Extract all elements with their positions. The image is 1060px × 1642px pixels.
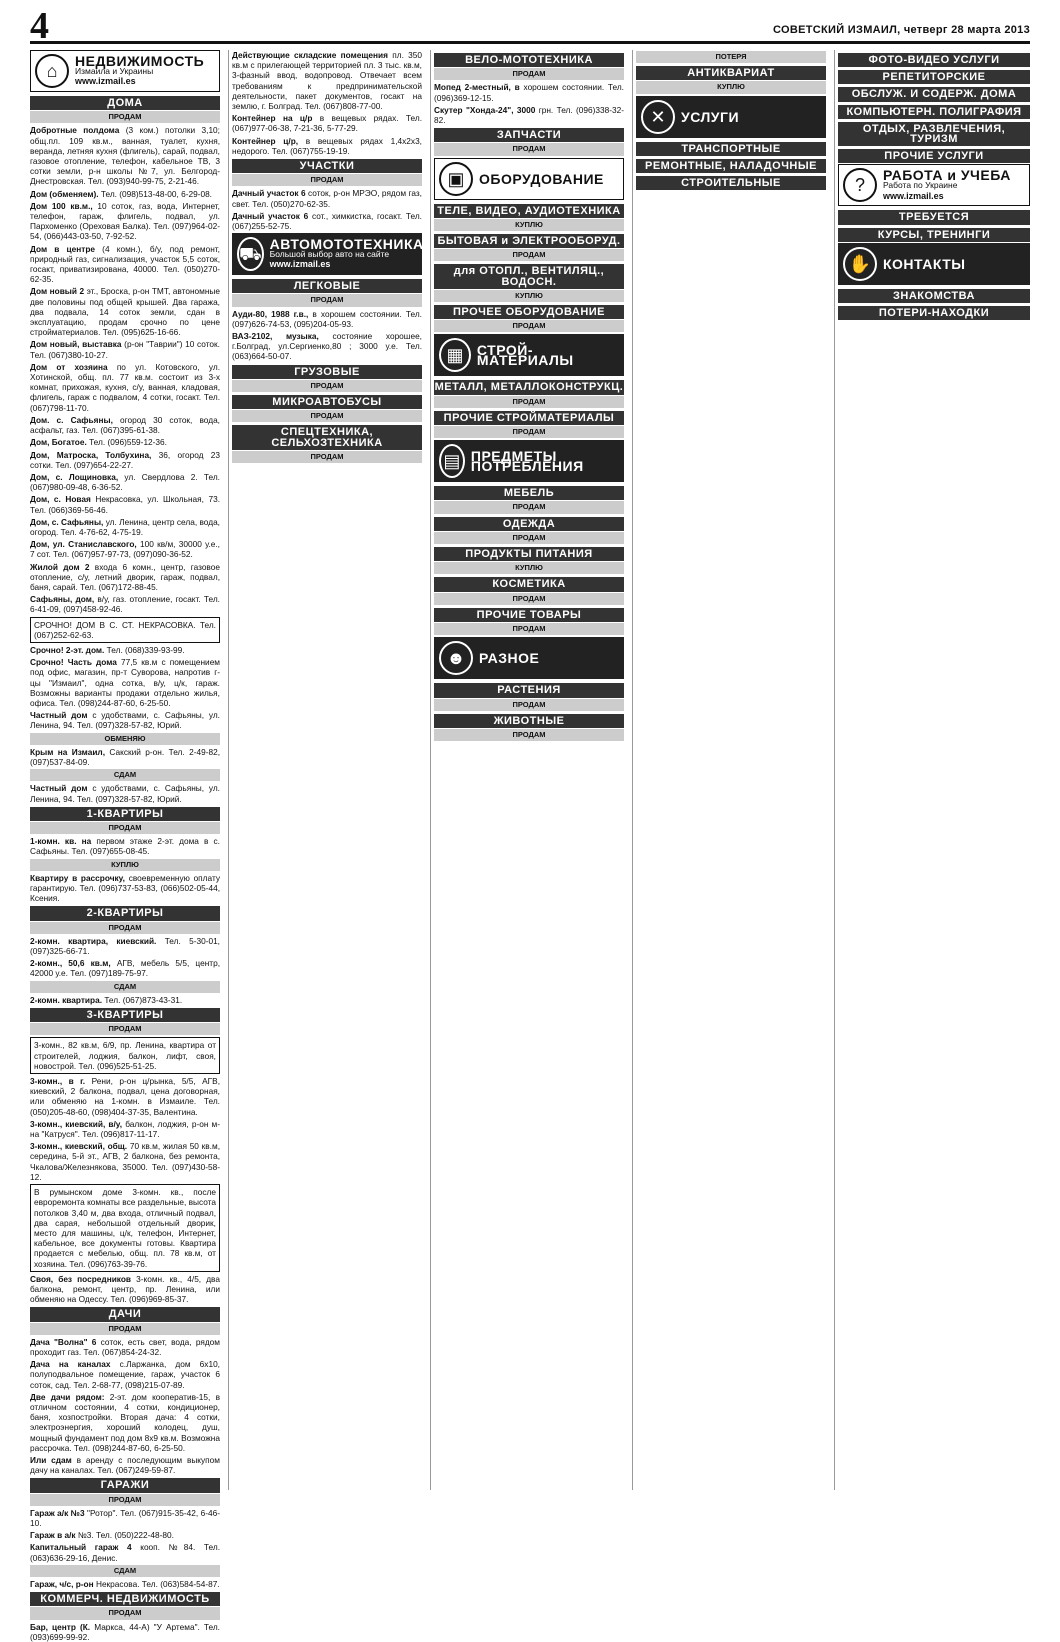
classified-ad — [30, 362, 220, 413]
subsection-heading: ПРОДАМ — [434, 501, 624, 513]
classified-ad — [30, 1622, 220, 1642]
column-1 — [30, 50, 221, 1642]
wrench-icon: ✕ — [641, 100, 675, 134]
ad-list — [30, 1076, 220, 1182]
section-banner-services — [636, 96, 826, 138]
ad-headline: 2-комн. квартира, киевский. — [30, 935, 157, 946]
classified-ad — [232, 136, 422, 156]
ad-headline: Гараж, ч/с, р-он — [30, 1579, 94, 1589]
banner-subtitle: Большой выбор авто на сайте — [269, 249, 390, 260]
ad-list — [232, 188, 422, 231]
classified-ad — [30, 494, 220, 514]
banner-title: НЕДВИЖИМОСТЬ — [75, 52, 205, 69]
section-heading: ПРОЧИЕ ТОВАРЫ — [434, 608, 624, 622]
ad-list — [30, 836, 220, 856]
classified-ad — [30, 1508, 220, 1528]
ad-body: АГВ, мебель 5/5, центр, 42000 у.е. Тел. (097)189-75-97. — [30, 958, 220, 979]
section-heading: 1-КВАРТИРЫ — [30, 807, 220, 821]
subsection-heading: ПРОДАМ — [434, 623, 624, 635]
ad-body: "Ротор". Тел. (067)915-35-42, 6-46-10. — [30, 1507, 220, 1528]
ad-body: 77,5 кв.м с помещением под офис, магазин, пр-т Суворова, напротив г-цы "Измаил", одна сотка, в/у, ц/к, гараж. Возможны варианты продажи отдельно жилья, офиса. Тел. (098)244-87-60, 6-25-50. — [30, 657, 221, 708]
classified-ad — [30, 201, 220, 242]
ad-list — [30, 936, 220, 979]
section-heading: ЗАПЧАСТИ — [434, 128, 624, 142]
subsection-heading: СДАМ — [30, 981, 220, 993]
ad-headline: Скутер "Хонда-24", 3000 — [434, 104, 536, 115]
classified-ad — [30, 286, 220, 337]
column-2 — [232, 50, 422, 1490]
ad-body: соток, есть свет, вода, рядом проходит газ. Тел. (067)854-24-32. — [30, 1336, 220, 1357]
ad-headline: Дом, Богатое. — [30, 437, 87, 448]
classified-ad — [30, 1359, 220, 1390]
ad-list — [30, 645, 220, 731]
banner-subtitle: Работа по Украине — [883, 180, 958, 191]
ad-headline: 3-комн., киевский, общ. — [30, 1141, 128, 1152]
bus-icon: ▤ — [439, 444, 465, 478]
ad-headline: Ауди-80, 1988 г.в., — [232, 308, 309, 319]
section-heading: ТРАНСПОРТНЫЕ — [636, 142, 826, 156]
ad-headline: Дом, с. Лощиновка, — [30, 471, 119, 482]
ad-body: Тел. (096)559-12-36. — [86, 437, 167, 448]
classified-ad — [30, 958, 220, 978]
ad-headline: Капитальный гараж 4 — [30, 1542, 132, 1553]
ad-list — [30, 1274, 220, 1305]
section-heading: ПРОЧИЕ УСЛУГИ — [838, 149, 1030, 163]
classified-ad — [30, 244, 220, 285]
ad-body: Тел. 5-30-01, (097)325-66-71. — [30, 935, 220, 957]
subsection-heading: ОБМЕНЯЮ — [30, 733, 220, 745]
classified-ad — [30, 873, 220, 904]
subsection-heading: ПРОДАМ — [232, 451, 422, 463]
ad-body: балкон, лоджия, р-он м-на "Катруся". Тел. (096)817-11-17. — [30, 1118, 220, 1140]
section-heading: ЛЕГКОВЫЕ — [232, 279, 422, 293]
classified-ad — [232, 331, 422, 362]
ad-body: своевременную оплату гарантирую. Тел. (096)737-53-83, (066)502-05-44, Ксения. — [30, 872, 220, 904]
section-banner-building — [434, 334, 624, 376]
handshake-icon: ✋ — [843, 247, 877, 281]
ad-body: в/у, газ. отопление, госакт. Тел. 6-41-09, (097)458-92-46. — [30, 594, 220, 615]
classified-ad — [30, 1530, 220, 1540]
section-heading: МЕБЕЛЬ — [434, 486, 624, 500]
ad-headline: Две дачи рядом: — [30, 1391, 105, 1402]
subsection-heading: КУПЛЮ — [434, 562, 624, 574]
car-icon: ⛟ — [237, 237, 264, 271]
section-banner-jobs — [838, 164, 1030, 206]
classified-ad — [232, 188, 422, 208]
subsection-heading: ПРОДАМ — [434, 729, 624, 741]
section-banner-equipment — [434, 158, 624, 200]
subsection-heading: ПРОДАМ — [434, 143, 624, 155]
ad-headline: Действующие складские помещения — [232, 50, 388, 60]
classified-ad — [232, 309, 422, 329]
classified-ad — [30, 1119, 220, 1139]
column-rule — [430, 50, 431, 1490]
classified-ad — [30, 936, 220, 956]
classified-ad — [30, 710, 220, 730]
ad-headline: Дом в центре — [30, 243, 96, 254]
section-heading: ГРУЗОВЫЕ — [232, 365, 422, 379]
banner-title: ПРЕДМЕТЫ ПОТРЕБЛЕНИЯ — [470, 448, 584, 475]
section-heading: СПЕЦТЕХНИКА, СЕЛЬХОЗТЕХНИКА — [232, 425, 422, 449]
ad-body: 70 кв.м, жилая 50 кв.м, середина, 5-й эт., АГВ, 2 балкона, без ремонта, Чкалова/Железнякова, 35000. Тел. (097)430-58-12. — [30, 1141, 220, 1182]
boxed-ad: СРОЧНО! ДОМ В С. СТ. НЕКРАСОВКА. Тел. (067)252-62-63. — [30, 617, 220, 643]
subsection-heading: СДАМ — [30, 1565, 220, 1577]
section-heading: СТРОИТЕЛЬНЫЕ — [636, 176, 826, 190]
ad-body: в хорошем состоянии. Тел. (097)626-74-53, (095)204-05-93. — [232, 308, 422, 329]
cat-icon: ☻ — [439, 641, 473, 675]
subsection-heading: ПРОДАМ — [434, 249, 624, 261]
ad-headline: Дача на каналах — [30, 1359, 111, 1370]
ad-body: грн. Тел. (096)338-32-82. — [434, 104, 624, 126]
subsection-heading: ПРОДАМ — [30, 1323, 220, 1335]
ad-body: первом этаже 2-эт. дома в с. Сафьяны. Тел. (097)655-08-45. — [30, 836, 220, 857]
ad-body: (3 ком.) потолки 3,10; общ.пл. 109 кв.м., ванная, туалет, кухня, веранда, летняя кухня (флигель), сарай, подвал, газовое отопление, телефон, кабельное ТВ, 3 сотки земли, р-н школы №7, ул. Белгород-Днестровская. Тел. (093)940-99-75, 2-21-46. — [30, 125, 220, 187]
section-heading: ЖИВОТНЫЕ — [434, 714, 624, 728]
masthead — [30, 5, 1030, 47]
subsection-heading: ПРОДАМ — [434, 593, 624, 605]
subsection-heading: ПРОДАМ — [434, 532, 624, 544]
classified-ad — [30, 539, 220, 559]
ad-body: в вещевых рядах 1,4х2х3, недорого. Тел. (067)755-19-19. — [232, 135, 422, 156]
question-mark-icon: ? — [843, 168, 877, 202]
ad-body: Рени, р-он ц/рынка, 5/5, АГВ, киевский, 2 балкона, подвал, цена договорная, или обменяю на 1-комн. в Измаиле. Тел. (050)205-48-60, (098)404-37-35, Валентина. — [30, 1076, 220, 1117]
section-heading: РЕМОНТНЫЕ, НАЛАДОЧНЫЕ — [636, 159, 826, 173]
section-heading: ДОМА — [30, 96, 220, 110]
ad-headline: Своя, без посредников — [30, 1273, 132, 1284]
classified-ad — [30, 517, 220, 537]
ad-headline: Дом 100 кв.м., — [30, 200, 93, 211]
section-heading: ПРОЧИЕ СТРОЙМАТЕРИАЛЫ — [434, 411, 624, 425]
subsection-heading: КУПЛЮ — [434, 219, 624, 231]
subsection-heading: ПРОДАМ — [232, 410, 422, 422]
ad-headline: Дом. с. Сафьяны, — [30, 414, 113, 425]
ad-list — [30, 1508, 220, 1563]
subsection-heading: ПРОДАМ — [30, 111, 220, 123]
section-heading: ОДЕЖДА — [434, 517, 624, 531]
classified-ad — [30, 189, 220, 199]
ad-headline: Жилой дом 2 — [30, 561, 90, 572]
ad-headline: Частный дом — [30, 710, 88, 721]
ad-body: Тел. (068)339-93-99. — [104, 644, 185, 655]
section-heading: РАСТЕНИЯ — [434, 683, 624, 697]
ad-headline: Дачный участок 6 — [232, 188, 306, 199]
subsection-heading: ПРОДАМ — [434, 699, 624, 711]
section-banner-realty — [30, 50, 220, 92]
ad-body: Некрасовка, ул. Школьная, 73. Тел. (066)369-56-46. — [30, 494, 220, 515]
paper-title — [773, 24, 1030, 36]
column-4 — [636, 50, 826, 1490]
section-banner-misc — [434, 637, 624, 679]
section-heading: МИКРОАВТОБУСЫ — [232, 395, 422, 409]
ad-body: соток, р-он МРЭО, рядом газ, свет. Тел. (050)270-62-35. — [232, 188, 422, 209]
column-rule — [632, 50, 633, 1490]
house-icon: ⌂ — [35, 54, 69, 88]
ad-body: 2-эт. дом кооператив-15, в отличном состоянии, 4 сотки, кондиционер, баня, хозпостройки. Вторая дача: 4 сотки, электроэнергия, хороший колодец, душ, мощный фундамент под дом 8х9 кв.м. Возможна рассрочка. Тел. (098)244-87-60, 6-25-50. — [30, 1391, 220, 1453]
ad-headline: Дом новый 2 — [30, 286, 85, 297]
section-banner-consumer-goods — [434, 440, 624, 482]
banner-title: РАЗНОЕ — [479, 650, 540, 667]
classified-ad — [30, 1579, 220, 1589]
ad-headline: Дом, с. Новая — [30, 494, 91, 505]
subsection-heading: ПРОДАМ — [434, 396, 624, 408]
ad-headline: Дачный участок 6 — [232, 210, 309, 221]
boxed-ad: В румынском доме 3-комн. кв., после евроремонта комнаты все раздельные, высота потолков 3,40 м, два входа, отличный подвал, два сарая, небольшой отдельный дворик, место для машины, ц/к, телефон, Интернет, кабельное, все документы готовы. Квартира продается с мебелью, общ. пл. 78 кв.м, от хозяина. Тел. (096)763-39-76. — [30, 1184, 220, 1272]
ad-headline: Дом от хозяина — [30, 361, 108, 372]
banner-url: www.izmail.es — [269, 259, 331, 270]
ad-body: 10 соток, газ, вода, Интернет, телефон, гараж, флигель, подвал, ул. Пархоменко (Ореховая Балка). Тел. (097)964-02-54, (066)443-03-50, 7-92-52. — [30, 200, 220, 242]
section-heading: ОБСЛУЖ. И СОДЕРЖ. ДОМА — [838, 87, 1030, 101]
boxed-ad: 3-комн., 82 кв.м, 6/9, пр. Ленина, квартира от строителей, лоджия, балкон, лифт, своя, новострой. Тел. (096)525-51-25. — [30, 1037, 220, 1074]
banner-subtitle: Измаила и Украины — [75, 65, 154, 76]
ad-list — [30, 1337, 220, 1476]
ad-headline: Дом, ул. Станиславского, — [30, 539, 137, 550]
subsection-heading: ПРОДАМ — [434, 68, 624, 80]
section-heading: ПРОДУКТЫ ПИТАНИЯ — [434, 547, 624, 561]
ad-list — [30, 873, 220, 904]
section-heading: РЕПЕТИТОРСКИЕ — [838, 70, 1030, 84]
subsection-heading: ПРОДАМ — [30, 922, 220, 934]
banner-title: РАБОТА и УЧЕБА — [883, 167, 1011, 184]
section-heading: 3-КВАРТИРЫ — [30, 1008, 220, 1022]
section-heading: ВЕЛО-МОТОТЕХНИКА — [434, 53, 624, 67]
classified-ad — [30, 836, 220, 856]
ad-list — [30, 995, 220, 1005]
ad-headline: Гараж а/к №3 — [30, 1507, 85, 1518]
column-5 — [838, 50, 1030, 1490]
classified-ad — [30, 450, 220, 470]
ad-body: кооп. №84. Тел. (063)636-29-16, Денис. — [30, 1542, 221, 1563]
ad-headline: Срочно! Часть дома — [30, 657, 117, 668]
ad-body: хорошем состоянии. Тел. (096)369-12-15. — [434, 82, 624, 103]
subsection-heading: ПРОДАМ — [30, 1494, 220, 1506]
ad-headline: Частный дом — [30, 783, 88, 794]
ad-body: Тел. (067)873-43-31. — [102, 994, 183, 1005]
ad-body: в вещевых рядах. Тел. (067)977-06-38, 7-21-36, 5-77-29. — [232, 113, 422, 134]
banner-title: УСЛУГИ — [681, 108, 740, 125]
issue-date: четверг 28 марта 2013 — [903, 24, 1030, 36]
ad-body: пл. 350 кв.м с прилегающей территорией пл. 3 тыс. кв.м, 3-фазный ввод, водопровод. Отвечает всем требованиям к предпринимательской деятельности, пакет документов, госакт на землю, г. Болград. Тел. (067)808-77-00. — [232, 50, 422, 112]
ad-body: с.Ларжанка, дом 6х10, полуподвальное помещение, гараж, участок 6 соток, сад. Тел. 2-68-77, (098)215-07-89. — [30, 1359, 220, 1390]
ad-body: Тел. (098)513-48-00, 6-29-08. — [98, 188, 212, 199]
section-heading: КОММЕРЧ. НЕДВИЖИМОСТЬ — [30, 1592, 220, 1606]
ad-headline: 2-комн., 50,6 кв.м, — [30, 958, 111, 969]
banner-url: www.izmail.es — [75, 76, 136, 87]
ad-headline: Дом, Матроска, Толбухина, — [30, 449, 152, 460]
ad-headline: Срочно! 2-эт. дом. — [30, 644, 105, 655]
ad-headline: Дом, с. Сафьяны, — [30, 516, 104, 527]
subsection-heading: КУПЛЮ — [30, 859, 220, 871]
ad-list — [30, 125, 220, 614]
ad-list — [30, 1622, 220, 1642]
classified-ad — [30, 1542, 220, 1562]
classified-ad — [30, 1076, 220, 1117]
ad-body: ул. Ленина, центр села, вода, огород. Тел. 4-76-62, 4-75-19. — [30, 516, 220, 537]
ad-body: 3-комн. кв., 4/5, два балкона, ремонт, центр, пр. Ленина, или обменяю на Одессу. Тел. (096)969-85-37. — [30, 1273, 220, 1305]
subsection-heading: СДАМ — [30, 769, 220, 781]
ad-body: (4 комн.), б/у, под ремонт, природный газ, сигнализация, участок 5,5 соток, госакт, приватизирована, 40000. Тел. (050)270-62-35. — [30, 243, 220, 285]
section-banner-auto — [232, 233, 422, 275]
classified-ad — [30, 783, 220, 803]
subsection-heading: ПРОДАМ — [30, 822, 220, 834]
subsection-heading: ПРОДАМ — [232, 174, 422, 186]
subsection-heading: ПОТЕРЯ — [636, 51, 826, 63]
paper-name: СОВЕТСКИЙ ИЗМАИЛ, — [773, 24, 901, 36]
classified-ad — [232, 50, 422, 111]
ad-list — [232, 50, 422, 156]
classified-ad — [30, 747, 220, 767]
section-heading: БЫТОВАЯ и ЭЛЕКТРООБОРУД. — [434, 234, 624, 248]
ad-headline: Дом (обменяем). — [30, 188, 99, 199]
ad-headline: Крым на Измаил, — [30, 746, 106, 757]
column-3 — [434, 50, 624, 1490]
classified-ad — [30, 437, 220, 447]
ad-headline: Или сдам — [30, 1454, 72, 1465]
ad-body: по ул. Котовского, ул. Хотинской, общ. пл. 77 кв.м. состоит из 3-х комнат, прихожая, кухня, с/у, ванная, кладовая, флигель, гараж с подвалом, 4 сотки, госакт. Тел. (067)798-11-70. — [30, 361, 221, 413]
ad-body: с удобствами, с. Сафьяны, ул. Ленина, 94. Тел. (097)328-57-82, Юрий. — [30, 783, 220, 804]
classified-ad — [30, 657, 220, 708]
section-heading: ПРОЧЕЕ ОБОРУДОВАНИЕ — [434, 305, 624, 319]
ad-body: ул. Свердлова 2. Тел. (067)980-09-48, 6-36-52. — [30, 471, 220, 493]
page-number: 4 — [30, 5, 49, 47]
ad-body: 36, огород 23 сотки. Тел. (097)654-22-27. — [30, 449, 221, 470]
ad-body: (р-он "Таврии") 10 соток. Тел. (067)380-10-27. — [30, 339, 220, 360]
ad-headline: Контейнер ц/р, — [232, 135, 299, 146]
subsection-heading: ПРОДАМ — [30, 1607, 220, 1619]
ad-headline: Квартиру в рассрочку, — [30, 872, 125, 883]
ad-body: 100 кв/м, 30000 у.е., 7 сот. Тел. (067)957-97-73, (097)090-36-52. — [30, 539, 220, 560]
subsection-heading: ПРОДАМ — [434, 426, 624, 438]
ad-body: Некрасова. Тел. (063)584-54-87. — [93, 1579, 220, 1589]
ad-body: в аренду с последующим выкупом дачу на каналах. Тел. (067)249-59-87. — [30, 1454, 220, 1476]
classified-ad — [30, 1455, 220, 1475]
section-heading: ТЕЛЕ, ВИДЕО, АУДИОТЕХНИКА — [434, 204, 624, 218]
ad-body: входа 6 комн., центр, газовое отопление, с/у, летний дворик, гараж, подвал, баня, сарай. Тел. (067)172-88-45. — [30, 561, 220, 592]
ad-body: огород 30 соток, вода, асфальт, газ. Тел. (067)395-61-38. — [30, 414, 220, 436]
computer-icon: ▣ — [439, 162, 473, 196]
ad-headline: Контейнер на ц/р — [232, 113, 313, 124]
classified-ad — [30, 562, 220, 593]
classified-ad — [232, 211, 422, 231]
classified-ad — [30, 995, 220, 1005]
building-materials-icon: ▦ — [439, 338, 471, 372]
ad-headline: 3-комн., киевский, в/у, — [30, 1118, 123, 1129]
section-heading: для ОТОПЛ., ВЕНТИЛЯЦ., ВОДОСН. — [434, 264, 624, 288]
classified-ad — [30, 1392, 220, 1453]
column-rule — [834, 50, 835, 1490]
subsection-heading: КУПЛЮ — [636, 81, 826, 93]
section-banner-contacts — [838, 243, 1030, 285]
ad-list — [30, 747, 220, 767]
ad-headline: Дача "Волна" 6 — [30, 1336, 97, 1347]
ad-headline: Сафьяны, дом, — [30, 594, 95, 605]
classified-ad — [30, 339, 220, 359]
banner-title: АВТОМОТОТЕХНИКА — [269, 235, 424, 252]
subsection-heading: КУПЛЮ — [434, 290, 624, 302]
classified-ad — [30, 1337, 220, 1357]
section-heading: МЕТАЛЛ, МЕТАЛЛОКОНСТРУКЦ. — [434, 381, 624, 394]
section-heading: ПОТЕРИ-НАХОДКИ — [838, 306, 1030, 320]
section-heading: КУРСЫ, ТРЕНИНГИ — [838, 228, 1030, 242]
ad-body: с удобствами, с. Сафьяны, ул. Ленина, 94. Тел. (097)328-57-82, Юрий. — [30, 710, 220, 731]
classified-ad — [30, 594, 220, 614]
ad-headline: Гараж в а/к — [30, 1530, 76, 1541]
banner-title: ОБОРУДОВАНИЕ — [479, 170, 604, 187]
section-heading: КОСМЕТИКА — [434, 577, 624, 591]
section-heading: ГАРАЖИ — [30, 1478, 220, 1492]
classified-ad — [30, 645, 220, 655]
classified-ad — [434, 82, 624, 102]
section-heading: ОТДЫХ, РАЗВЛЕЧЕНИЯ, ТУРИЗМ — [838, 122, 1030, 146]
classified-ad — [30, 415, 220, 435]
section-heading: ЗНАКОМСТВА — [838, 289, 1030, 303]
section-heading: АНТИКВАРИАТ — [636, 66, 826, 80]
subsection-heading: ПРОДАМ — [232, 294, 422, 306]
subsection-heading: ПРОДАМ — [30, 1023, 220, 1035]
banner-title: КОНТАКТЫ — [883, 255, 966, 272]
section-heading: ДАЧИ — [30, 1307, 220, 1321]
subsection-heading: ПРОДАМ — [232, 380, 422, 392]
ad-body: №3. Тел. (050)222-48-80. — [75, 1530, 174, 1541]
classified-ad — [434, 105, 624, 125]
ad-body: эт., Броска, р-он ТМТ, автономные две половины под общей крышей. Два гаража, два подвала, 14 соток земли, сдан в эксплуатацию, продам срочно по цене стройматериалов. Тел. (095)625-16-66. — [30, 286, 220, 338]
ad-body: Сакский р-он. Тел. 2-49-82, (097)537-84-09. — [30, 746, 221, 767]
classified-ad — [30, 125, 220, 186]
ad-list — [30, 1579, 220, 1589]
ad-body: состояние хорошее, г.Болград, ул.Сергиенко,80 ; 3000 у.е. Тел. (063)664-50-07. — [232, 331, 422, 362]
ad-headline: Бар, центр (К. — [30, 1621, 91, 1632]
ad-headline: Мопед 2-местный, в — [434, 82, 520, 93]
section-heading: УЧАСТКИ — [232, 159, 422, 173]
classified-ad — [30, 472, 220, 492]
ad-headline: ВАЗ-2102, музыка, — [232, 331, 319, 342]
ad-list — [434, 82, 624, 125]
ad-headline: Добротные полдома — [30, 125, 120, 136]
ad-headline: 3-комн., в г. — [30, 1076, 86, 1087]
ad-headline: 1-комн. кв. на — [30, 836, 92, 847]
ad-body: сот., химкистка, госакт. Тел. (067)255-52-75. — [232, 210, 422, 232]
column-rule — [228, 50, 229, 1490]
classified-ad — [30, 1274, 220, 1305]
ad-list — [232, 309, 422, 362]
banner-title: СТРОЙ-МАТЕРИАЛЫ — [476, 342, 574, 369]
ad-body: Маркса, 44-А) "У Артема". Тел. (093)699-99-92. — [30, 1621, 220, 1642]
ad-headline: Дом новый, выставка — [30, 339, 122, 350]
section-heading: ТРЕБУЕТСЯ — [838, 210, 1030, 224]
section-heading: ФОТО-ВИДЕО УСЛУГИ — [838, 53, 1030, 67]
section-heading: КОМПЬЮТЕРН. ПОЛИГРАФИЯ — [838, 105, 1030, 119]
subsection-heading: ПРОДАМ — [434, 320, 624, 332]
section-heading: 2-КВАРТИРЫ — [30, 906, 220, 920]
banner-url: www.izmail.es — [883, 190, 944, 201]
classified-ad — [30, 1141, 220, 1182]
classified-ad — [232, 113, 422, 133]
ad-headline: 2-комн. квартира. — [30, 994, 103, 1005]
ad-list — [30, 783, 220, 803]
